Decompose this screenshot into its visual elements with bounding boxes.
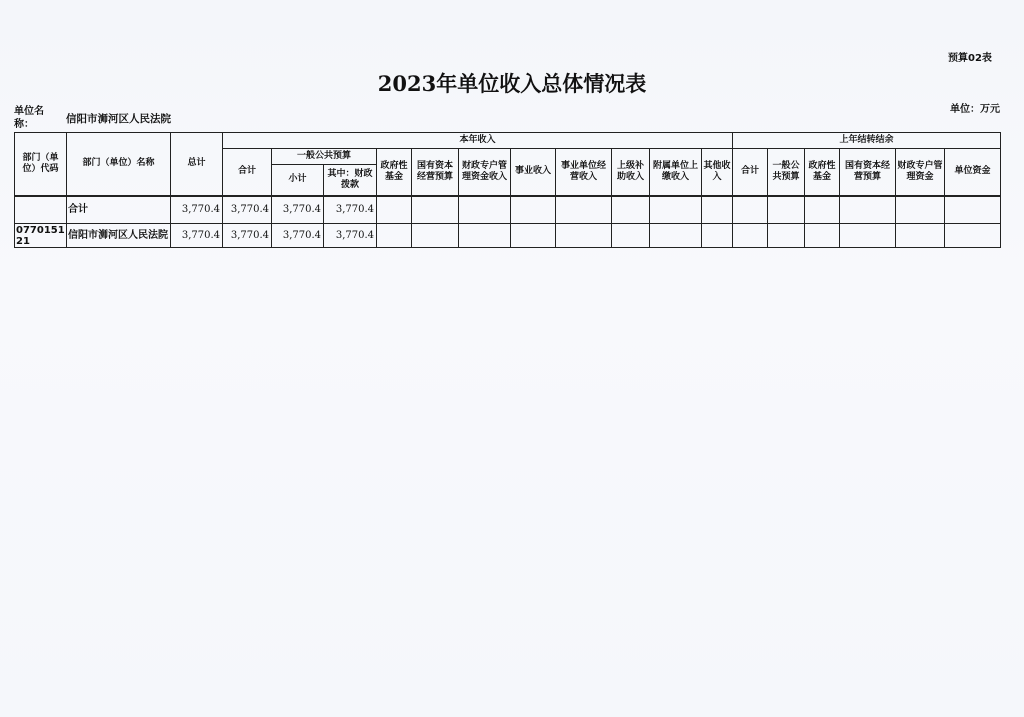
unit-name-value: 信阳市浉河区人民法院: [66, 113, 171, 125]
cell-name: 信阳市浉河区人民法院: [67, 224, 171, 248]
cell-empty: [768, 224, 805, 248]
header-subsidy: 上级补助收入: [612, 149, 650, 196]
header-gb-fiscal: 其中：财政拨款: [324, 165, 377, 196]
header-other: 其他收入: [702, 149, 733, 196]
table-row-total: [15, 196, 1001, 224]
cell-total: 3,770.4: [171, 196, 223, 224]
cell-gb-subtotal: 3,770.4: [272, 196, 324, 224]
form-number: 预算02表: [948, 53, 992, 64]
header-gov-fund: 政府性基金: [377, 149, 412, 196]
header-dept-code: 部门（单位）代码: [15, 133, 67, 196]
cell-empty: [840, 224, 896, 248]
cell-empty: [945, 224, 1001, 248]
cell-empty: [768, 196, 805, 224]
cell-empty: [556, 224, 612, 248]
cell-empty: [459, 196, 511, 224]
header-current-year: 本年收入: [223, 133, 733, 149]
cell-gb-subtotal: 3,770.4: [272, 224, 324, 248]
cell-empty: [805, 224, 840, 248]
header-co-total: 合计: [733, 149, 768, 196]
cell-empty: [612, 196, 650, 224]
header-co-state-capital: 国有资本经营预算: [840, 149, 896, 196]
cell-empty: [945, 196, 1001, 224]
cell-empty: [896, 224, 945, 248]
cell-total: 3,770.4: [171, 224, 223, 248]
cell-code: [15, 196, 67, 224]
cell-empty: [511, 224, 556, 248]
cell-cy-total: 3,770.4: [223, 196, 272, 224]
header-co-special: 财政专户管理资金: [896, 149, 945, 196]
table-row-unit: [15, 224, 1001, 248]
cell-empty: [556, 196, 612, 224]
cell-empty: [650, 224, 702, 248]
cell-name: 合计: [67, 196, 171, 224]
cell-empty: [459, 224, 511, 248]
income-table: [14, 132, 1001, 248]
cell-empty: [733, 196, 768, 224]
header-business-operating: 事业单位经营收入: [556, 149, 612, 196]
cell-empty: [377, 196, 412, 224]
header-state-capital: 国有资本经营预算: [412, 149, 459, 196]
cell-gb-fiscal: 3,770.4: [324, 196, 377, 224]
cell-gb-fiscal: 3,770.4: [324, 224, 377, 248]
header-gb-subtotal: 小计: [272, 165, 324, 196]
cell-empty: [896, 196, 945, 224]
header-total: 总计: [171, 133, 223, 196]
cell-empty: [805, 196, 840, 224]
header-business-income: 事业收入: [511, 149, 556, 196]
cell-empty: [702, 224, 733, 248]
header-co-gov-fund: 政府性基金: [805, 149, 840, 196]
header-co-unit-fund: 单位资金: [945, 149, 1001, 196]
cell-empty: [840, 196, 896, 224]
cell-empty: [612, 224, 650, 248]
cell-empty: [702, 196, 733, 224]
cell-empty: [511, 196, 556, 224]
cell-code: 077015121: [16, 224, 65, 247]
page-title: 2023年单位收入总体情况表: [377, 71, 647, 96]
cell-empty: [733, 224, 768, 248]
cell-empty: [377, 224, 412, 248]
header-row-1: [15, 133, 1001, 149]
cell-cy-total: 3,770.4: [223, 224, 272, 248]
cell-empty: [412, 224, 459, 248]
header-affiliated: 附属单位上缴收入: [650, 149, 702, 196]
header-carryover: 上年结转结余: [733, 133, 1001, 149]
header-general-budget: 一般公共预算: [272, 149, 377, 165]
header-special-fund: 财政专户管理资金收入: [459, 149, 511, 196]
currency-unit-label: 单位：万元: [950, 104, 1000, 115]
cell-empty: [412, 196, 459, 224]
header-co-general: 一般公共预算: [768, 149, 805, 196]
cell-empty: [650, 196, 702, 224]
header-cy-total: 合计: [223, 149, 272, 196]
header-dept-name: 部门（单位）名称: [67, 133, 171, 196]
unit-name-label: 单位名称：: [14, 106, 44, 130]
